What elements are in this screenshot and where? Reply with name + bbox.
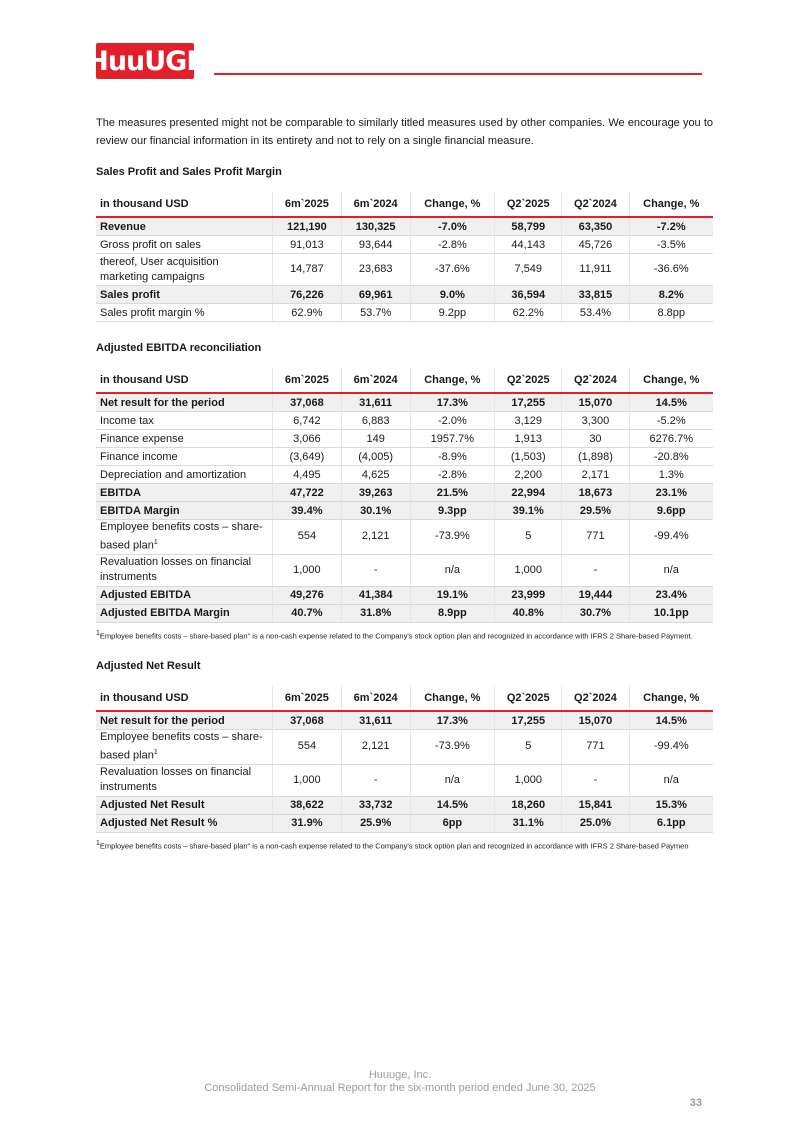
table-row	[96, 604, 713, 622]
cell: 30	[562, 430, 629, 448]
cell: 2,121	[341, 520, 410, 555]
column-header: 6m`2024	[341, 686, 410, 711]
cell: 771	[562, 520, 629, 555]
table-row	[96, 730, 713, 765]
cell: 25.9%	[341, 814, 410, 832]
ebitda-table	[96, 368, 713, 623]
column-header: Q2`2024	[562, 368, 629, 393]
cell: -8.9%	[410, 448, 495, 466]
cell: 130,325	[341, 217, 410, 236]
column-header: Q2`2025	[495, 192, 562, 217]
cell: 22,994	[495, 484, 562, 502]
cell: 2,121	[341, 730, 410, 765]
cell: 6,883	[341, 412, 410, 430]
cell: 62.9%	[273, 304, 342, 322]
row-label: Adjusted EBITDA Margin	[96, 604, 273, 622]
cell: -	[562, 764, 629, 796]
column-header: Change, %	[629, 686, 713, 711]
cell: 39,263	[341, 484, 410, 502]
cell: 1,000	[273, 764, 342, 796]
cell: 31,611	[341, 393, 410, 412]
cell: 3,129	[495, 412, 562, 430]
cell: 18,673	[562, 484, 629, 502]
cell: 37,068	[273, 711, 342, 730]
net-result-table	[96, 686, 713, 833]
row-label: Gross profit on sales	[96, 236, 273, 254]
page-header	[86, 43, 702, 79]
cell: 14.5%	[629, 711, 713, 730]
table-header-row	[96, 192, 713, 217]
cell: 23,999	[495, 586, 562, 604]
cell: 31.1%	[495, 814, 562, 832]
column-header: Change, %	[629, 192, 713, 217]
cell: n/a	[410, 554, 495, 586]
cell: 121,190	[273, 217, 342, 236]
cell: 30.1%	[341, 502, 410, 520]
column-header: Change, %	[629, 368, 713, 393]
cell: 8.8pp	[629, 304, 713, 322]
table-row	[96, 393, 713, 412]
table-row	[96, 520, 713, 555]
cell: -	[562, 554, 629, 586]
cell: 771	[562, 730, 629, 765]
table-row	[96, 466, 713, 484]
cell: 9.0%	[410, 286, 495, 304]
cell: 23.1%	[629, 484, 713, 502]
table-row	[96, 412, 713, 430]
table-row	[96, 764, 713, 796]
cell: 3,300	[562, 412, 629, 430]
row-label-text: Employee benefits costs – share-based plan	[100, 521, 263, 552]
table-row	[96, 711, 713, 730]
cell: (1,503)	[495, 448, 562, 466]
cell: 4,495	[273, 466, 342, 484]
row-label: Sales profit	[96, 286, 273, 304]
cell: -2.0%	[410, 412, 495, 430]
cell: 29.5%	[562, 502, 629, 520]
cell: -73.9%	[410, 730, 495, 765]
cell: 31,611	[341, 711, 410, 730]
cell: n/a	[629, 764, 713, 796]
ebitda-footnote	[96, 629, 713, 642]
cell: 40.7%	[273, 604, 342, 622]
cell: -7.0%	[410, 217, 495, 236]
cell: 9.3pp	[410, 502, 495, 520]
cell: 37,068	[273, 393, 342, 412]
cell: (1,898)	[562, 448, 629, 466]
cell: 19,444	[562, 586, 629, 604]
cell: 33,815	[562, 286, 629, 304]
column-header: 6m`2025	[273, 686, 342, 711]
cell: 47,722	[273, 484, 342, 502]
cell: 38,622	[273, 796, 342, 814]
cell: -73.9%	[410, 520, 495, 555]
cell: 14.5%	[410, 796, 495, 814]
column-header: Q2`2024	[562, 192, 629, 217]
cell: 53.7%	[341, 304, 410, 322]
cell: 2,171	[562, 466, 629, 484]
huuuge-logo: HuuUGE	[96, 43, 194, 79]
footnote-marker: 1	[153, 749, 158, 757]
column-header: 6m`2024	[341, 368, 410, 393]
column-header: 6m`2025	[273, 368, 342, 393]
cell: 1.3%	[629, 466, 713, 484]
cell: 93,644	[341, 236, 410, 254]
row-label	[96, 520, 273, 555]
cell: 76,226	[273, 286, 342, 304]
cell: 5	[495, 730, 562, 765]
column-header: Q2`2024	[562, 686, 629, 711]
cell: 10.1pp	[629, 604, 713, 622]
cell: 15,070	[562, 393, 629, 412]
footnote-marker: 1	[96, 839, 100, 847]
net-result-footnote	[96, 839, 713, 852]
cell: 36,594	[495, 286, 562, 304]
cell: 3,066	[273, 430, 342, 448]
footnote-text: Employee benefits costs – share-based plan" is a non-cash expense related to the Company's stock option plan and recognized in accordance with IFRS 2 Share-based Payment.	[99, 631, 693, 641]
cell: 554	[273, 520, 342, 555]
cell: 8.9pp	[410, 604, 495, 622]
cell: 1,000	[495, 554, 562, 586]
cell: 91,013	[273, 236, 342, 254]
cell: -2.8%	[410, 466, 495, 484]
table-row	[96, 448, 713, 466]
column-header: in thousand USD	[96, 192, 273, 217]
cell: 53.4%	[562, 304, 629, 322]
cell: 6276.7%	[629, 430, 713, 448]
table-header-row	[96, 368, 713, 393]
column-header: Q2`2025	[495, 686, 562, 711]
cell: 49,276	[273, 586, 342, 604]
page-content	[96, 114, 713, 851]
cell: 40.8%	[495, 604, 562, 622]
cell: n/a	[629, 554, 713, 586]
cell: 44,143	[495, 236, 562, 254]
row-label: EBITDA Margin	[96, 502, 273, 520]
cell: 5	[495, 520, 562, 555]
cell: 8.2%	[629, 286, 713, 304]
column-header: Change, %	[410, 686, 495, 711]
cell: 15.3%	[629, 796, 713, 814]
header-rule	[214, 73, 702, 75]
row-label: Revenue	[96, 217, 273, 236]
column-header: 6m`2025	[273, 192, 342, 217]
cell: 11,911	[562, 254, 629, 286]
cell: (4,005)	[341, 448, 410, 466]
cell: 30.7%	[562, 604, 629, 622]
cell: 14,787	[273, 254, 342, 286]
row-label: thereof, User acquisition marketing campaigns	[96, 254, 273, 286]
cell: -7.2%	[629, 217, 713, 236]
row-label	[96, 730, 273, 765]
page-number: 33	[689, 1097, 702, 1109]
cell: 31.9%	[273, 814, 342, 832]
cell: 6pp	[410, 814, 495, 832]
cell: 58,799	[495, 217, 562, 236]
column-header: Change, %	[410, 192, 495, 217]
cell: 14.5%	[629, 393, 713, 412]
cell: 17,255	[495, 711, 562, 730]
cell: 31.8%	[341, 604, 410, 622]
footer-report-title: Consolidated Semi-Annual Report for the six-month period ended June 30, 2025	[204, 1082, 596, 1094]
table-row	[96, 236, 713, 254]
column-header: in thousand USD	[96, 686, 273, 711]
footnote-text: Employee benefits costs – share-based plan" is a non-cash expense related to the Company's stock option plan and recognized in accordance with IFRS 2 Share-based Paymen	[99, 841, 689, 851]
cell: 21.5%	[410, 484, 495, 502]
cell: -2.8%	[410, 236, 495, 254]
footer-company: Huuuge, Inc.	[368, 1069, 432, 1081]
cell: 9.6pp	[629, 502, 713, 520]
cell: (3,649)	[273, 448, 342, 466]
cell: 1,000	[495, 764, 562, 796]
ebitda-title: Adjusted EBITDA reconciliation	[96, 342, 262, 354]
intro-paragraph: The measures presented might not be comparable to similarly titled measures used by other companies. We encourage you to review our financial information in its entirety and not to rely on a single financial measure.	[96, 117, 713, 147]
cell: -99.4%	[629, 520, 713, 555]
table-row	[96, 554, 713, 586]
column-header: Q2`2025	[495, 368, 562, 393]
cell: 17,255	[495, 393, 562, 412]
table-header-row	[96, 686, 713, 711]
cell: 41,384	[341, 586, 410, 604]
table-row	[96, 814, 713, 832]
cell: 62.2%	[495, 304, 562, 322]
row-label: Net result for the period	[96, 711, 273, 730]
cell: -	[341, 764, 410, 796]
cell: 17.3%	[410, 393, 495, 412]
cell: 25.0%	[562, 814, 629, 832]
table-row	[96, 217, 713, 236]
cell: 15,070	[562, 711, 629, 730]
cell: 149	[341, 430, 410, 448]
table-row	[96, 430, 713, 448]
row-label: Finance expense	[96, 430, 273, 448]
table-row	[96, 286, 713, 304]
cell: -37.6%	[410, 254, 495, 286]
footnote-marker: 1	[153, 539, 158, 546]
table-row	[96, 586, 713, 604]
cell: 19.1%	[410, 586, 495, 604]
net-result-title: Adjusted Net Result	[96, 660, 201, 673]
cell: 4,625	[341, 466, 410, 484]
row-label: Finance income	[96, 448, 273, 466]
cell: -36.6%	[629, 254, 713, 286]
cell: 1957.7%	[410, 430, 495, 448]
cell: 6,742	[273, 412, 342, 430]
cell: 15,841	[562, 796, 629, 814]
footnote-marker: 1	[96, 629, 100, 637]
cell: 63,350	[562, 217, 629, 236]
cell: -99.4%	[629, 730, 713, 765]
cell: 23,683	[341, 254, 410, 286]
table-row	[96, 254, 713, 286]
sales-profit-title: Sales Profit and Sales Profit Margin	[96, 166, 282, 178]
cell: 554	[273, 730, 342, 765]
cell: 1,000	[273, 554, 342, 586]
row-label: EBITDA	[96, 484, 273, 502]
cell: 9.2pp	[410, 304, 495, 322]
cell: -5.2%	[629, 412, 713, 430]
table-row	[96, 484, 713, 502]
cell: 69,961	[341, 286, 410, 304]
cell: 45,726	[562, 236, 629, 254]
cell: 7,549	[495, 254, 562, 286]
row-label: Income tax	[96, 412, 273, 430]
table-row	[96, 304, 713, 322]
row-label: Revaluation losses on financial instruments	[96, 764, 273, 796]
row-label: Adjusted Net Result	[96, 796, 273, 814]
cell: 23.4%	[629, 586, 713, 604]
page-footer	[0, 1069, 800, 1095]
cell: 18,260	[495, 796, 562, 814]
cell: 6.1pp	[629, 814, 713, 832]
row-label-text: Employee benefits costs – share-based plan	[100, 731, 263, 762]
row-label: Adjusted Net Result %	[96, 814, 273, 832]
column-header: in thousand USD	[96, 368, 273, 393]
cell: 33,732	[341, 796, 410, 814]
column-header: Change, %	[410, 368, 495, 393]
row-label: Net result for the period	[96, 393, 273, 412]
cell: 39.1%	[495, 502, 562, 520]
row-label: Depreciation and amortization	[96, 466, 273, 484]
cell: -	[341, 554, 410, 586]
cell: -3.5%	[629, 236, 713, 254]
table-row	[96, 502, 713, 520]
cell: 1,913	[495, 430, 562, 448]
row-label: Sales profit margin %	[96, 304, 273, 322]
cell: n/a	[410, 764, 495, 796]
cell: -20.8%	[629, 448, 713, 466]
table-row	[96, 796, 713, 814]
cell: 2,200	[495, 466, 562, 484]
row-label: Adjusted EBITDA	[96, 586, 273, 604]
sales-profit-table	[96, 192, 713, 322]
column-header: 6m`2024	[341, 192, 410, 217]
cell: 17.3%	[410, 711, 495, 730]
cell: 39.4%	[273, 502, 342, 520]
row-label: Revaluation losses on financial instruments	[96, 554, 273, 586]
